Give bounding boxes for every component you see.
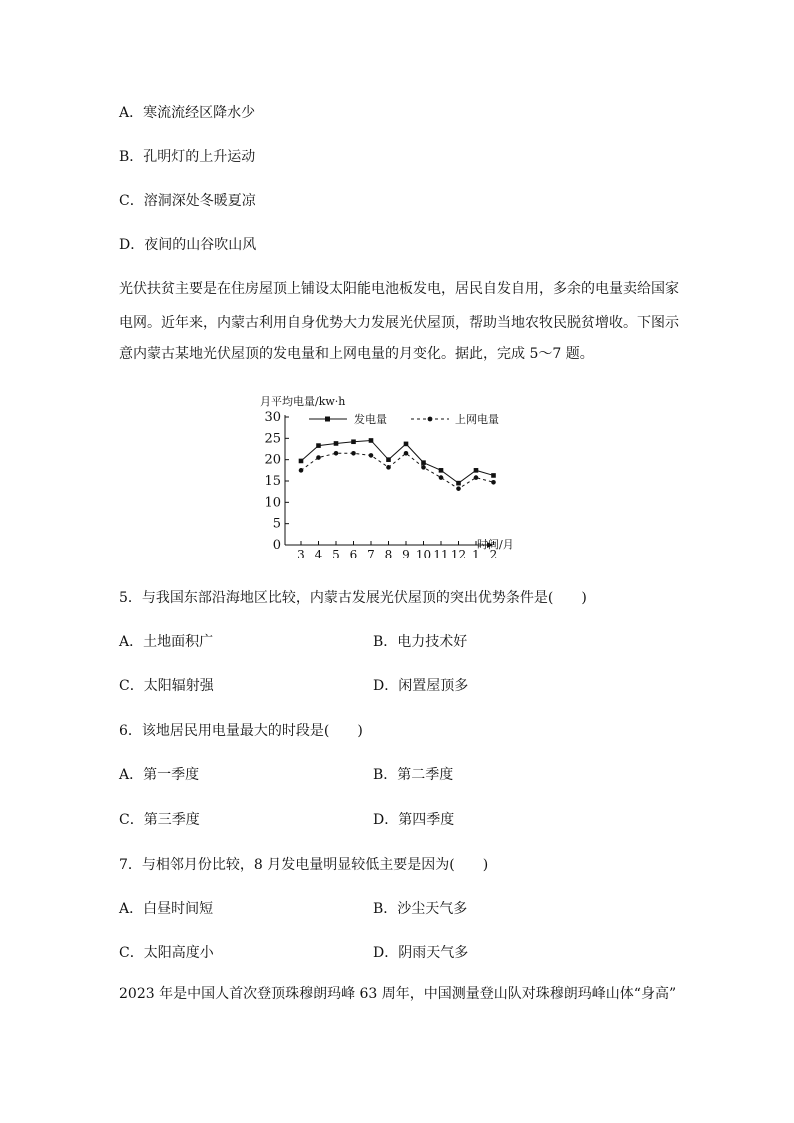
generation-point <box>316 443 321 448</box>
q5-option-d: D．闲置屋顶多 <box>373 678 469 694</box>
generation-point <box>404 442 409 447</box>
q6-option-b: B．第二季度 <box>373 767 454 783</box>
next-passage: 2023 年是中国人首次登顶珠穆朗玛峰 63 周年，中国测量登山队对珠穆朗玛峰山体“身高” <box>119 986 677 1002</box>
q6-option-c: C．第三季度 <box>119 812 200 828</box>
y-tick-label: 30 <box>264 410 281 425</box>
q7-stem: 7．与相邻月份比较，8 月发电量明显较低主要是因为( ) <box>119 857 489 873</box>
y-tick-label: 5 <box>272 516 281 532</box>
passage-line-1: 光伏扶贫主要是在住房屋顶上铺设太阳能电池板发电，居民自发自用，多余的电量卖给国家 <box>119 281 679 297</box>
q7-option-c: C．太阳高度小 <box>119 945 214 961</box>
grid-point <box>386 465 391 470</box>
passage-line-3: 意内蒙古某地光伏屋顶的发电量和上网电量的月变化。据此，完成 5～7 题。 <box>119 346 594 362</box>
y-tick-label: 10 <box>264 495 281 511</box>
series-grid-line <box>301 453 494 488</box>
q6-option-a: A．第一季度 <box>119 767 200 783</box>
power-chart <box>255 393 530 558</box>
grid-point <box>369 453 374 458</box>
legend-square-icon <box>325 417 330 422</box>
x-tick-label: 7 <box>367 548 375 558</box>
grid-point <box>439 475 444 480</box>
chart-ylabel: 月平均电量/kw·h <box>260 395 346 408</box>
q5-stem: 5．与我国东部沿海地区比较，内蒙古发展光伏屋顶的突出优势条件是( ) <box>119 590 587 606</box>
chart-svg <box>255 393 530 558</box>
option-c: C．溶洞深处冬暖夏凉 <box>119 193 256 209</box>
legend <box>309 412 499 426</box>
y-tick-label: 25 <box>264 431 281 447</box>
y-tick-label: 15 <box>264 474 281 489</box>
q7-option-a: A．白昼时间短 <box>119 901 214 917</box>
y-tick-label: 0 <box>272 538 281 553</box>
grid-point <box>351 451 356 456</box>
x-tick-label: 1 <box>472 548 480 558</box>
x-tick-label: 3 <box>297 548 305 558</box>
grid-point <box>491 480 496 485</box>
generation-point <box>351 439 356 444</box>
grid-point <box>316 455 321 460</box>
x-tick-label: 8 <box>384 548 393 558</box>
q5-option-b: B．电力技术好 <box>373 634 468 650</box>
grid-point <box>474 475 479 480</box>
q7-option-d: D．阴雨天气多 <box>373 945 469 961</box>
x-tick-label: 2 <box>489 548 498 558</box>
option-b: B．孔明灯的上升运动 <box>119 149 256 165</box>
generation-point <box>456 481 461 486</box>
x-tick-label: 12 <box>450 548 467 558</box>
option-d: D．夜间的山谷吹山风 <box>119 237 257 253</box>
grid-point <box>421 465 426 470</box>
x-tick-label: 11 <box>433 548 449 558</box>
passage-line-2: 电网。近年来，内蒙古利用自身优势大力发展光伏屋顶，帮助当地农牧民脱贫增收。下图示 <box>119 315 679 331</box>
x-tick-label: 9 <box>402 548 410 558</box>
generation-point <box>369 438 374 443</box>
q5-option-c: C．太阳辐射强 <box>119 678 214 694</box>
option-a: A．寒流流经区降水少 <box>119 105 256 121</box>
q7-option-b: B．沙尘天气多 <box>373 901 468 917</box>
generation-point <box>386 457 391 462</box>
series-generation-line <box>301 440 494 483</box>
x-tick-label: 6 <box>349 548 358 558</box>
x-tick-label: 4 <box>314 548 323 558</box>
generation-point <box>474 468 479 473</box>
legend-label-2: 上网电量 <box>455 413 499 426</box>
x-tick-label: 5 <box>332 548 340 558</box>
q5-option-a: A．土地面积广 <box>119 634 214 650</box>
y-tick-label: 20 <box>264 452 281 468</box>
generation-point <box>439 468 444 473</box>
generation-point <box>334 441 339 446</box>
generation-point <box>299 459 304 464</box>
legend-dot-icon <box>428 417 433 422</box>
x-tick-label: 10 <box>415 548 432 558</box>
q6-option-d: D．第四季度 <box>373 812 455 828</box>
grid-point <box>334 451 339 456</box>
chart-xlabel: 时间/月 <box>477 538 514 551</box>
grid-point <box>456 486 461 491</box>
grid-point <box>299 468 304 473</box>
legend-label-1: 发电量 <box>354 413 387 426</box>
generation-point <box>421 460 426 465</box>
grid-point <box>404 451 409 456</box>
q6-stem: 6．该地居民用电量最大的时段是( ) <box>119 723 363 739</box>
generation-point <box>491 473 496 478</box>
